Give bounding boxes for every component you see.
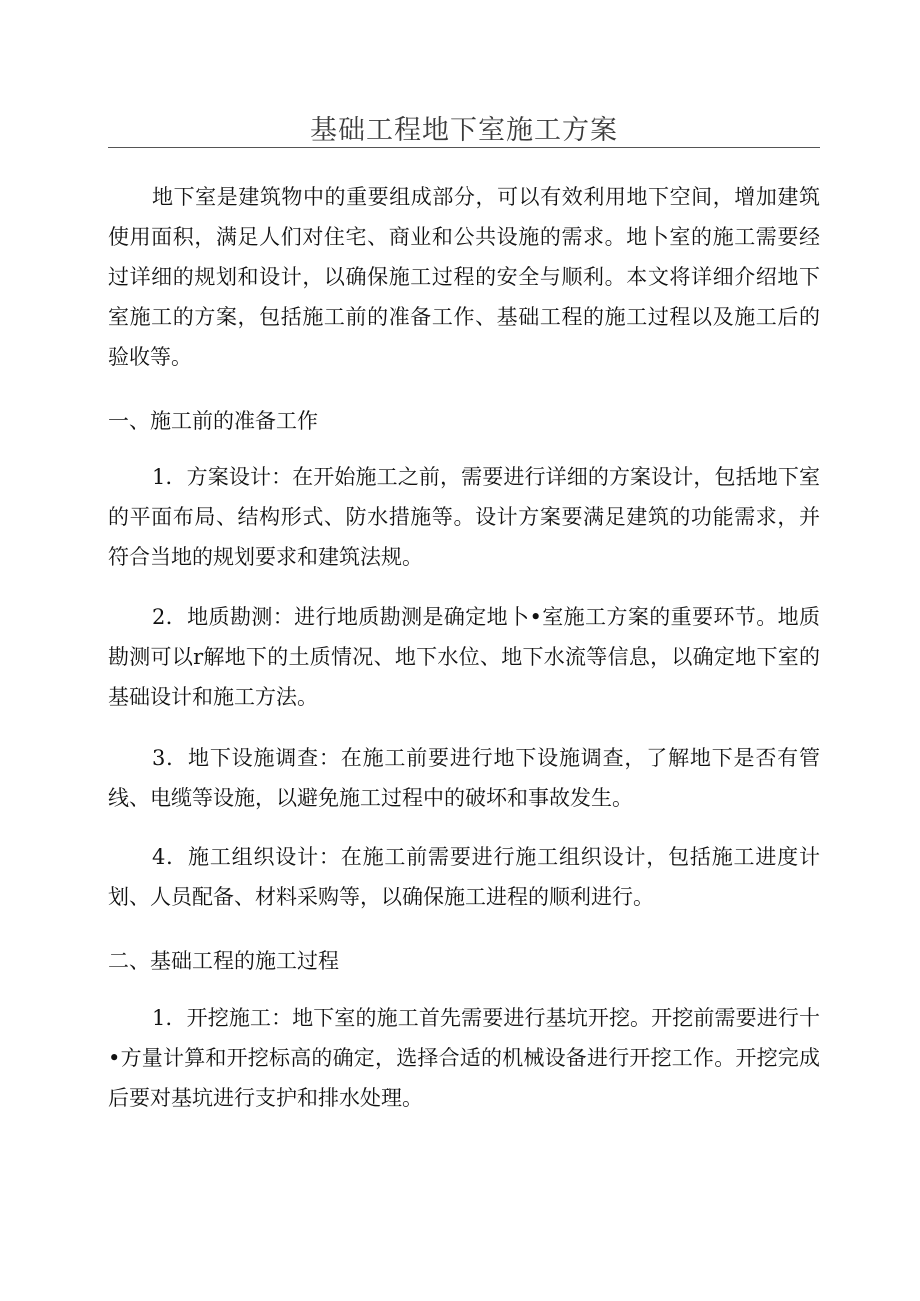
- paragraph-excavation: 1．开挖施工：地下室的施工首先需要进行基坑开挖。开挖前需要进行十•方量计算和开挖标高的确定，选择合适的机械设备进行开挖工作。开挖完成后要对基坑进行支护和排水处理。: [108, 1006, 820, 1110]
- paragraph-geological-survey: 2．地质勘测：进行地质勘测是确定地卜•室施工方案的重要环节。地质勘测可以r解地下的土质情况、地下水位、地下水流等信息，以确定地下室的基础设计和施工方法。: [108, 605, 820, 709]
- section-heading-preparation: 一、施工前的准备工作: [108, 409, 318, 433]
- paragraph-construction-organization: 4．施工组织设计：在施工前需要进行施工组织设计，包括施工进度计划、人员配备、材料采购等，以确保施工进程的顺利进行。: [108, 845, 820, 909]
- paragraph-underground-facilities: 3．地下设施调查：在施工前要进行地下设施调查，了解地下是否有管线、电缆等设施，以避免施工过程中的破坏和事故发生。: [108, 746, 820, 810]
- title-underline: [108, 147, 820, 148]
- section-heading-foundation: 二、基础工程的施工过程: [108, 949, 339, 973]
- intro-paragraph: 地下室是建筑物中的重要组成部分，可以有效利用地下空间，增加建筑使用面积，满足人们对住宅、商业和公共设施的需求。地卜室的施工需要经过详细的规划和设计，以确保施工过程的安全与顺利。本文将详细介绍地下室施工的方案，包括施工前的准备工作、基础工程的施工过程以及施工后的验收等。: [108, 185, 820, 369]
- document-title: 基础工程地下室施工方案: [310, 115, 618, 146]
- paragraph-design: 1．方案设计：在开始施工之前，需要进行详细的方案设计，包括地下室的平面布局、结构形式、防水措施等。设计方案要满足建筑的功能需求，并符合当地的规划要求和建筑法规。: [108, 465, 820, 569]
